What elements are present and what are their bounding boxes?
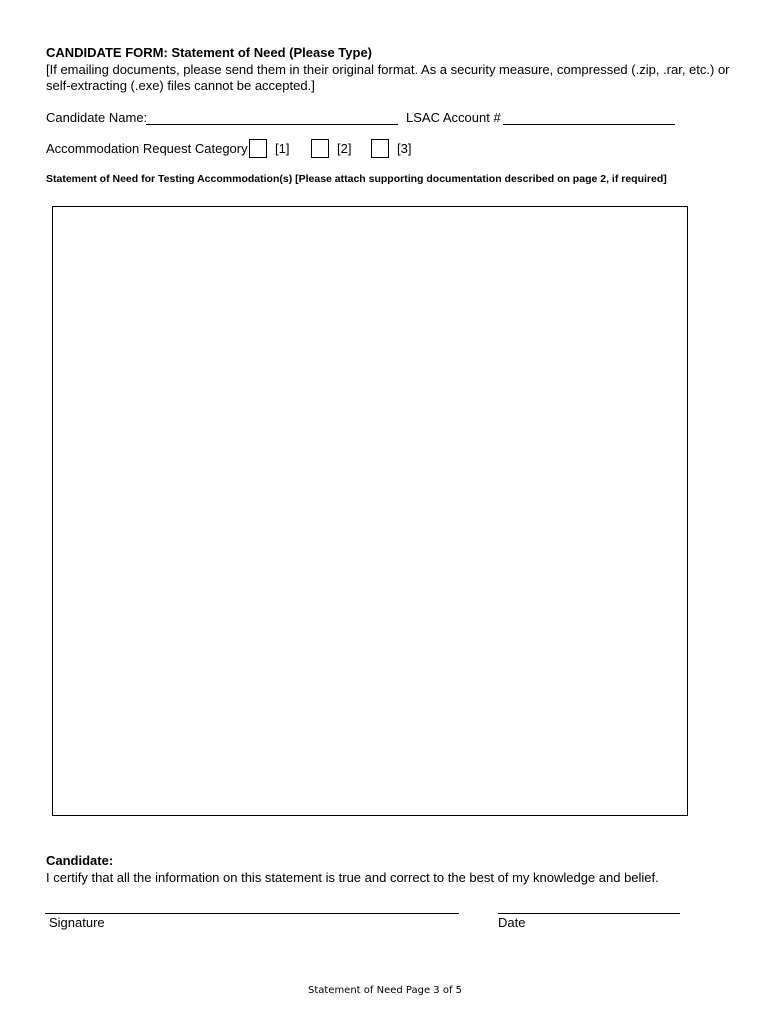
signature-label: Signature — [49, 915, 105, 930]
page-footer: Statement of Need Page 3 of 5 — [307, 985, 463, 996]
signature-field[interactable] — [45, 913, 459, 914]
category-1-label: [1] — [275, 141, 290, 156]
category-3-checkbox[interactable] — [371, 139, 389, 158]
candidate-name-field[interactable] — [146, 124, 398, 125]
statement-of-need-textarea[interactable] — [52, 206, 688, 816]
category-2-label: [2] — [337, 141, 352, 156]
lsac-account-field[interactable] — [503, 124, 675, 125]
date-label: Date — [498, 915, 526, 930]
email-notice: [If emailing documents, please send them in their original format. As a security measure, compressed (.zip, .rar, etc.) or self-extracting (.exe) files cannot be accepted.] — [46, 62, 730, 93]
candidate-heading: Candidate: — [46, 853, 114, 868]
category-2-checkbox[interactable] — [311, 139, 329, 158]
certification-text: I certify that all the information on this statement is true and correct to the best of my knowledge and belief. — [46, 870, 659, 885]
category-3-label: [3] — [397, 141, 412, 156]
category-1-checkbox[interactable] — [249, 139, 267, 158]
date-field[interactable] — [498, 913, 680, 914]
form-title: CANDIDATE FORM: Statement of Need (Please Type) — [46, 45, 373, 60]
statement-heading: Statement of Need for Testing Accommodation(s) [Please attach supporting documentation described on page 2, if required] — [46, 173, 667, 185]
accommodation-category-label: Accommodation Request Category — [46, 141, 248, 156]
candidate-name-label: Candidate Name: — [46, 110, 148, 125]
lsac-account-label: LSAC Account # — [406, 110, 501, 125]
